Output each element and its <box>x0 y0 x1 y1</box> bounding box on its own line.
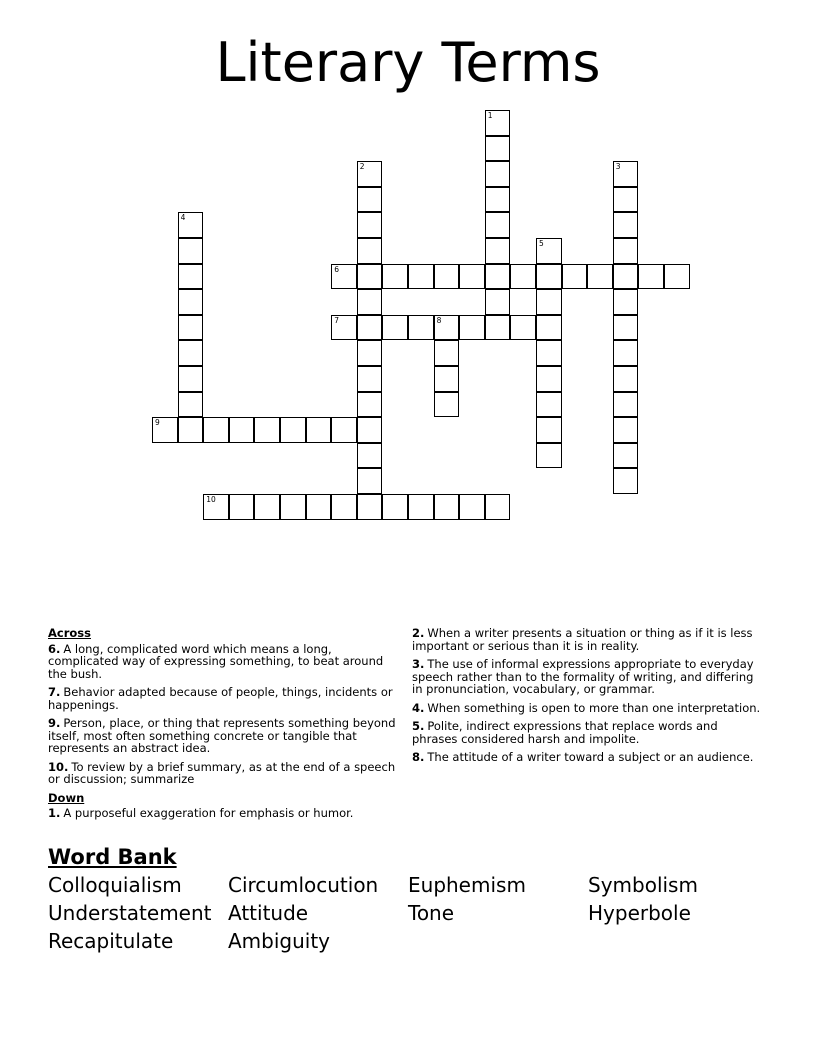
clue-number-label: 6. <box>48 641 61 656</box>
grid-cell[interactable] <box>510 315 536 341</box>
grid-cell[interactable] <box>331 264 357 290</box>
grid-cell[interactable] <box>536 264 562 290</box>
grid-cell[interactable] <box>280 494 306 520</box>
clue-text: Polite, indirect expressions that replace words and phrases considered harsh and impolite. <box>412 719 718 746</box>
word-bank-item: Attitude <box>228 901 309 925</box>
grid-cell[interactable] <box>331 494 357 520</box>
clue-number-label: 5. <box>412 719 425 733</box>
clue-text: When something is open to more than one interpretation. <box>427 700 761 715</box>
word-bank-item: Symbolism <box>588 873 698 897</box>
clue-text: Behavior adapted because of people, things, incidents or happenings. <box>48 685 393 712</box>
clue <box>48 807 398 820</box>
grid-cell[interactable] <box>357 417 383 443</box>
clue-number-label: 7. <box>48 685 61 699</box>
grid-cell[interactable] <box>536 366 562 392</box>
grid-cell[interactable] <box>357 366 383 392</box>
clue <box>48 717 398 755</box>
clue-number-label: 2. <box>412 626 425 640</box>
clue <box>412 720 762 745</box>
word-bank-item: Ambiguity <box>228 929 331 953</box>
grid-cell[interactable] <box>459 264 485 290</box>
grid-cell[interactable] <box>152 417 178 443</box>
grid-cell[interactable] <box>434 340 460 366</box>
grid-cell[interactable] <box>306 417 332 443</box>
grid-cell[interactable] <box>536 443 562 469</box>
grid-cell[interactable] <box>382 315 408 341</box>
grid-cell[interactable] <box>613 468 639 494</box>
grid-cell[interactable] <box>178 238 204 264</box>
clue-number-label: 4. <box>412 700 425 715</box>
grid-cell[interactable] <box>408 494 434 520</box>
down-header: Down <box>48 790 85 805</box>
grid-cell[interactable] <box>280 417 306 443</box>
grid-cell[interactable] <box>178 212 204 238</box>
grid-cell[interactable] <box>485 161 511 187</box>
grid-cell[interactable] <box>536 417 562 443</box>
clue-number: 9 <box>155 418 160 428</box>
clue <box>48 761 398 786</box>
grid-cell[interactable] <box>203 417 229 443</box>
grid-cell[interactable] <box>357 212 383 238</box>
clue-number: 6 <box>334 264 339 274</box>
grid-cell[interactable] <box>613 340 639 366</box>
clue-text: When a writer presents a situation or thing as if it is less important or serious than it is in reality. <box>412 626 753 653</box>
clue-text: A purposeful exaggeration for emphasis or humor. <box>63 806 354 820</box>
clue-number: 8 <box>436 315 442 325</box>
grid-cell[interactable] <box>408 315 434 341</box>
clue-number-label: 1. <box>48 806 61 820</box>
grid-cell[interactable] <box>536 392 562 418</box>
clue-text: Person, place, or thing that represents something beyond itself, most often something concrete or tangible that represents an abstract idea. <box>48 716 396 755</box>
grid-cell[interactable] <box>536 315 562 341</box>
grid-cell[interactable] <box>485 238 511 264</box>
grid-cell[interactable] <box>485 110 511 136</box>
grid-cell[interactable] <box>536 340 562 366</box>
word-bank-item: Understatement <box>48 901 212 925</box>
grid-cell[interactable] <box>459 494 485 520</box>
grid-cell[interactable] <box>178 417 204 443</box>
grid-cell[interactable] <box>254 417 280 443</box>
grid-cell[interactable] <box>434 366 460 392</box>
grid-cell[interactable] <box>357 315 383 341</box>
grid-cell[interactable] <box>510 264 536 290</box>
word-bank-item: Euphemism <box>408 873 526 897</box>
clue <box>412 627 762 652</box>
grid-cell[interactable] <box>613 238 639 264</box>
grid-cell[interactable] <box>178 289 204 315</box>
grid-cell[interactable] <box>382 264 408 290</box>
clue <box>48 643 398 681</box>
grid-cell[interactable] <box>485 136 511 162</box>
word-bank <box>48 873 768 953</box>
word-bank-item: Circumlocution <box>228 873 379 897</box>
grid-cell[interactable] <box>485 315 511 341</box>
grid-cell[interactable] <box>587 264 613 290</box>
clue-text: A long, complicated word which means a long, complicated way of expressing something, to beat around the bush. <box>48 641 384 681</box>
grid-cell[interactable] <box>178 366 204 392</box>
grid-cell[interactable] <box>178 315 204 341</box>
grid-cell[interactable] <box>254 494 280 520</box>
grid-cell[interactable] <box>459 315 485 341</box>
clue-number-label: 9. <box>48 716 61 730</box>
word-bank-item: Recapitulate <box>48 929 174 953</box>
grid-cell[interactable] <box>331 315 357 341</box>
clue <box>412 751 762 764</box>
grid-cell[interactable] <box>613 264 639 290</box>
clue-number: 3 <box>615 162 621 172</box>
grid-cell[interactable] <box>485 289 511 315</box>
grid-cell[interactable] <box>357 468 383 494</box>
grid-cell[interactable] <box>306 494 332 520</box>
grid-cell[interactable] <box>382 494 408 520</box>
clue <box>412 658 762 696</box>
grid-cell[interactable] <box>357 161 383 187</box>
grid-cell[interactable] <box>357 340 383 366</box>
grid-cell[interactable] <box>229 417 255 443</box>
grid-cell[interactable] <box>485 494 511 520</box>
grid-cell[interactable] <box>178 264 204 290</box>
clue-text: To review by a brief summary, as at the end of a speech or discussion; summarize <box>48 759 396 786</box>
grid-cell[interactable] <box>613 392 639 418</box>
grid-cell[interactable] <box>178 340 204 366</box>
clue <box>412 702 762 715</box>
grid-cell[interactable] <box>178 392 204 418</box>
grid-cell[interactable] <box>357 443 383 469</box>
grid-cell[interactable] <box>203 494 229 520</box>
clue-number: 2 <box>359 162 365 172</box>
grid-cell[interactable] <box>357 392 383 418</box>
grid-cell[interactable] <box>357 289 383 315</box>
grid-cell[interactable] <box>613 417 639 443</box>
grid-cell[interactable] <box>229 494 255 520</box>
clue-number: 7 <box>334 315 339 325</box>
clues-right-column <box>412 627 762 770</box>
page-title: Literary Terms <box>215 31 601 94</box>
clue <box>48 686 398 711</box>
grid-cell[interactable] <box>562 264 588 290</box>
clue-text: The attitude of a writer toward a subject or an audience. <box>427 750 754 764</box>
grid-cell[interactable] <box>485 187 511 213</box>
clue-number: 5 <box>539 239 544 248</box>
clue-text: The use of informal expressions appropriate to everyday speech rather than to the formality of writing, and differing in pronunciation, vocabulary, or grammar. <box>412 657 754 696</box>
grid-cell[interactable] <box>434 494 460 520</box>
grid-cell[interactable] <box>613 161 639 187</box>
word-bank-item: Hyperbole <box>588 901 691 925</box>
grid-cell[interactable] <box>536 289 562 315</box>
clue-number-label: 8. <box>412 750 425 764</box>
grid-cell[interactable] <box>485 212 511 238</box>
word-bank-item: Colloquialism <box>48 873 182 897</box>
word-bank-item: Tone <box>408 901 455 925</box>
grid-cell[interactable] <box>613 443 639 469</box>
clue-number: 4 <box>180 213 186 223</box>
grid-cell[interactable] <box>638 264 664 290</box>
word-bank-title: Word Bank <box>48 845 177 869</box>
grid-cell[interactable] <box>357 494 383 520</box>
clue-number: 1 <box>487 111 493 120</box>
grid-cell[interactable] <box>434 392 460 418</box>
grid-cell[interactable] <box>434 264 460 290</box>
grid-cell[interactable] <box>485 264 511 290</box>
grid-cell[interactable] <box>408 264 434 290</box>
grid-cell[interactable] <box>664 264 690 290</box>
grid-cell[interactable] <box>357 238 383 264</box>
grid-cell[interactable] <box>613 187 639 213</box>
grid-cell[interactable] <box>357 264 383 290</box>
grid-cell[interactable] <box>434 315 460 341</box>
grid-cell[interactable] <box>331 417 357 443</box>
grid-cell[interactable] <box>613 315 639 341</box>
clue-number-label: 10. <box>48 759 69 774</box>
grid-cell[interactable] <box>613 366 639 392</box>
grid-cell[interactable] <box>536 238 562 264</box>
clue-number: 10 <box>206 495 216 504</box>
grid-cell[interactable] <box>613 212 639 238</box>
grid-cell[interactable] <box>613 289 639 315</box>
grid-cell[interactable] <box>357 187 383 213</box>
clues-left-column <box>48 627 398 826</box>
clue-number-label: 3. <box>412 657 425 671</box>
across-header: Across <box>48 626 91 640</box>
